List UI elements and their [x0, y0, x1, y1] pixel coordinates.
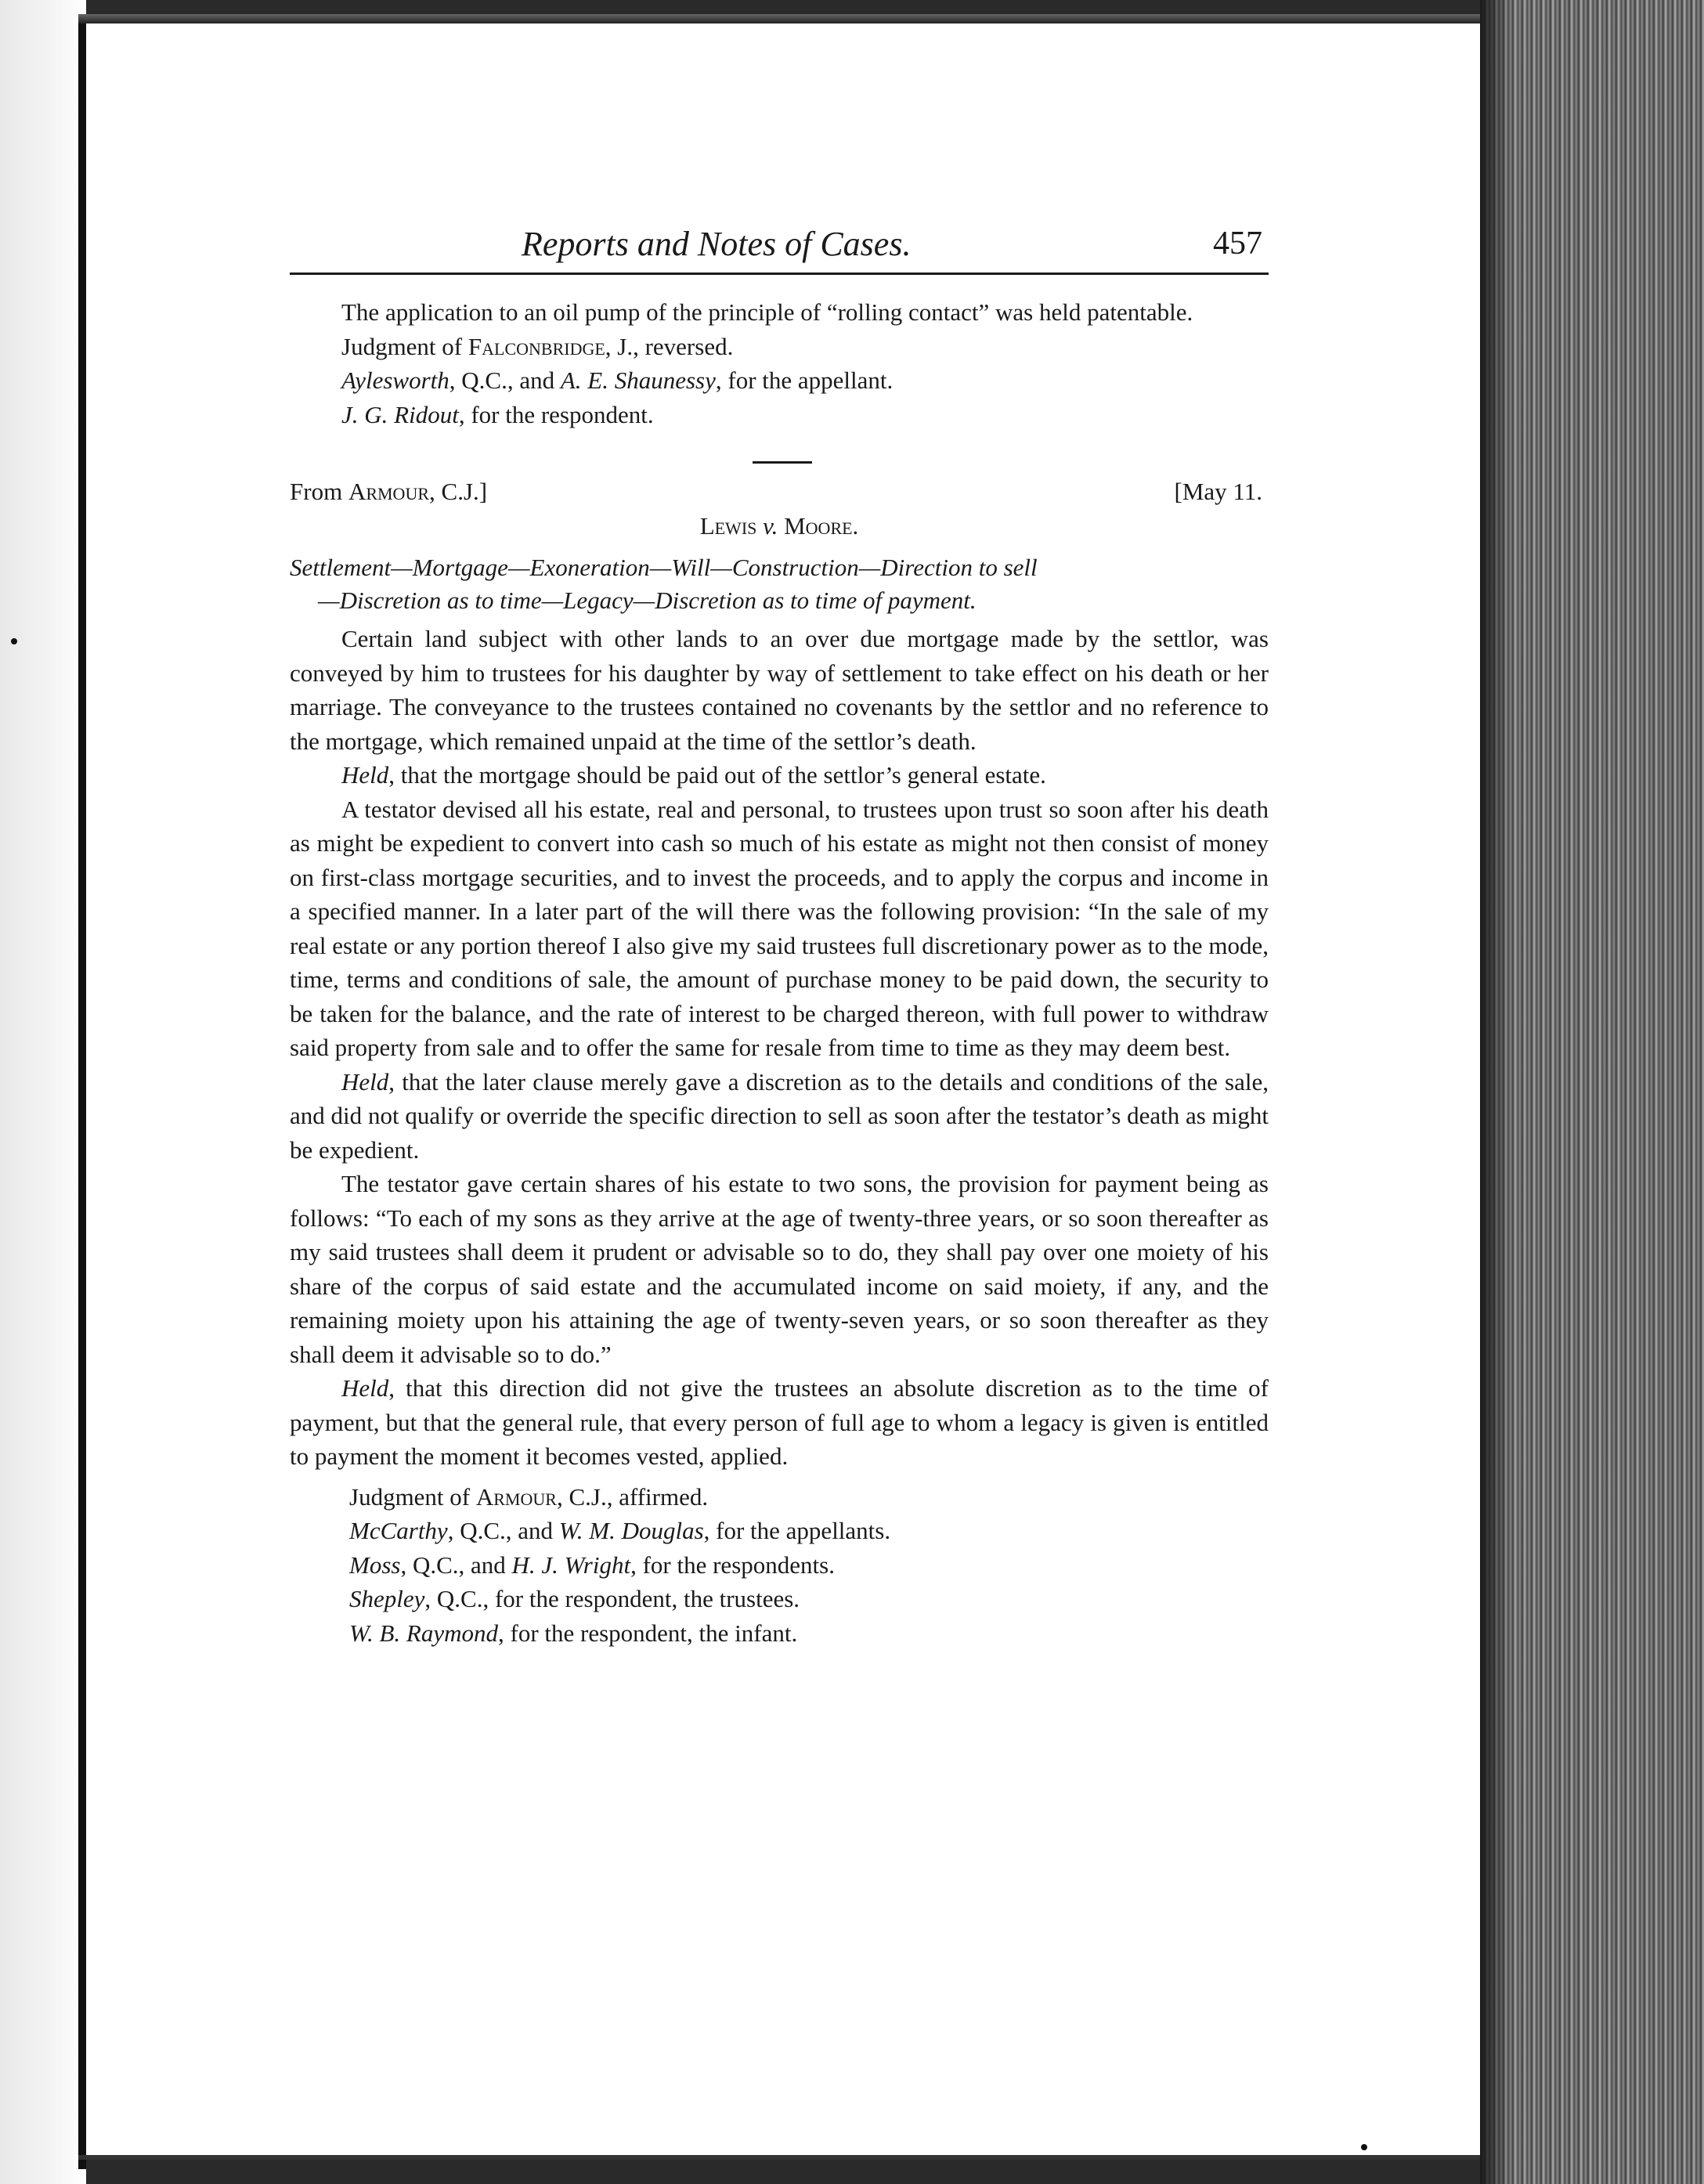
- case-separator-rule: [753, 461, 812, 464]
- headnote-line: Settlement—Mortgage—Exoneration—Will—Construction—Direction to sell: [290, 554, 1038, 581]
- appeal-from: From Armour, C.J.]: [290, 478, 488, 505]
- prev-case-judgment: Judgment of Falconbridge, J., reversed.: [341, 332, 734, 360]
- scan-speck: [11, 638, 17, 644]
- held-payment-discretion: Held, that this direction did not give the trustees an absolute discretion as to the time of payment, but that the general rule, that every person of full age to whom a legacy is given is entitled to payment the moment it becomes vested, applied.: [290, 1374, 1269, 1470]
- case-judgment: Judgment of Armour, C.J., affirmed.: [349, 1482, 709, 1511]
- headnote-line: —Discretion as to time—Legacy—Discretion as to time of payment.: [318, 587, 977, 614]
- book-page-edges: [1480, 0, 1704, 2184]
- page-content: [290, 227, 1269, 1650]
- scan-left-margin: [0, 0, 86, 2184]
- scan-left-border: [78, 23, 86, 2169]
- headnote: [290, 551, 1269, 617]
- counsel-trustees: Shepley, Q.C., for the respondent, the trustees.: [349, 1585, 800, 1612]
- running-header: [290, 227, 1269, 275]
- case-title: Lewis v. Moore.: [699, 512, 859, 540]
- counsel-infant: W. B. Raymond, for the respondent, the infant.: [349, 1619, 798, 1647]
- case-paragraph-will: A testator devised all his estate, real and personal, to trustees upon trust so soon after his death as might be expedient to convert into cash so much of his estate as might not then consist of money on first-class mortgage securities, and to invest the proceeds, and to apply the corpus and income in a specified manner. In a later part of the will there was the following provision: “In the sale of my real estate or any portion thereof I also give my said trustees full discretionary power as to the mode, time, terms and conditions of sale, the amount of purchase money to be paid down, the security to be taken for the balance, and the rate of interest to be charged thereon, with full power to withdraw said property from sale and to offer the same for resale from time to time as they may deem best.: [290, 795, 1269, 1061]
- counsel-respondents: Moss, Q.C., and H. J. Wright, for the respondents.: [349, 1550, 835, 1579]
- case-paragraph-settlement: Certain land subject with other lands to an over due mortgage made by the settlor, was conveyed by him to trustees for his daughter by way of settlement to take effect on his death or her marriage. The conveyance to the trustees contained no covenants by the settlor and no reference to the mortgage, which remained unpaid at the time of the settlor’s death.: [290, 625, 1269, 755]
- held-sale-discretion: Held, that the later clause merely gave a discretion as to the details and conditions of the sale, and did not qualify or override the specific direction to sell as soon after the testator’s death as might be expedient.: [290, 1067, 1269, 1164]
- scan-speck: [1361, 2144, 1367, 2150]
- page-number: 457: [1213, 226, 1262, 262]
- scan-top-border: [78, 14, 1480, 23]
- held-mortgage: Held, that the mortgage should be paid out of the settlor’s general estate.: [341, 761, 1046, 789]
- scan-bottom-border: [78, 2155, 1480, 2160]
- prev-case-paragraph: The application to an oil pump of the principle of “rolling contact” was held patentable.: [341, 298, 1193, 326]
- case-paragraph-legacy: The testator gave certain shares of his estate to two sons, the provision for payment being as follows: “To each of my sons as they arrive at the age of twenty-three years, or so soon thereafter as my said trustees shall deem it prudent or advisable so to do, they shall pay over one moiety of his share of the corpus of said estate and the accumulated income on said moiety, if any, and the remaining moiety upon his attaining the age of twenty-seven years, or so soon thereafter as they shall deem it advisable so to do.”: [290, 1170, 1269, 1368]
- running-title: Reports and Notes of Cases.: [522, 225, 912, 263]
- prev-case-counsel-appellant: Aylesworth, Q.C., and A. E. Shaunessy, for the appellant.: [341, 366, 894, 394]
- prev-case-counsel-respondent: J. G. Ridout, for the respondent.: [341, 400, 654, 428]
- court-line: [290, 475, 1269, 509]
- page-edge-shadow: [1480, 0, 1511, 2184]
- counsel-appellants: McCarthy, Q.C., and W. M. Douglas, for the appellants.: [349, 1517, 891, 1544]
- case-date: [May 11.: [1174, 478, 1262, 505]
